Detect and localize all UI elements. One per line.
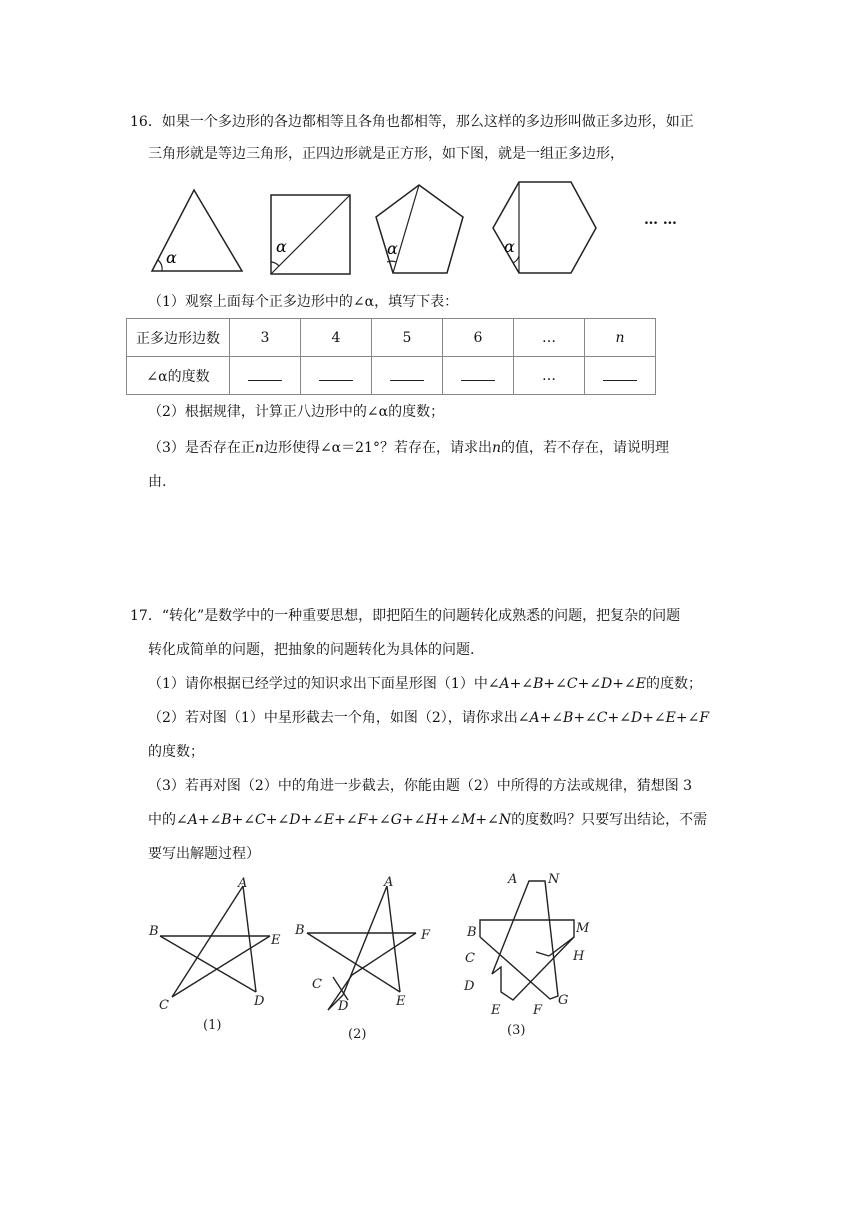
q17-part3-line3: 要写出解题过程） xyxy=(148,846,260,862)
star-figure-1 xyxy=(140,872,290,1042)
vertex-label-d: D xyxy=(464,979,475,994)
q16-part1: （1）观察上面每个正多边形中的∠α，填写下表： xyxy=(148,294,459,310)
text-span: （2）若对图（1）中星形截去一个角，如图（2），请你求出 xyxy=(148,710,518,726)
text-span: （1）请你根据已经学过的知识求出下面星形图（1）中 xyxy=(148,676,488,692)
q16-line2: 三角形就是等边三角形，正四边形就是正方形，如下图，就是一组正多边形， xyxy=(148,146,624,162)
angle-expression: ∠A+∠B+∠C+∠D+∠E+∠F+∠G+∠H+∠M+∠N xyxy=(176,812,512,828)
vertex-label-g: G xyxy=(558,993,569,1008)
table-cell: … xyxy=(514,357,585,395)
q16-part3-cont: 由. xyxy=(148,474,167,490)
q16-part3 xyxy=(148,438,669,458)
vertex-label-h: H xyxy=(573,949,585,964)
q16-part2: （2）根据规律，计算正八边形中的∠α的度数； xyxy=(148,404,445,420)
q17-part1 xyxy=(148,674,702,694)
q17-part3-line2 xyxy=(148,810,707,830)
figure-caption-1: (1) xyxy=(203,1018,222,1033)
figure-caption-2: (2) xyxy=(348,1027,367,1042)
vertex-label-b: B xyxy=(467,925,477,940)
angle-expression: ∠A+∠B+∠C+∠D+∠E xyxy=(487,676,646,692)
table-cell: 3 xyxy=(230,319,301,357)
star-figure-3 xyxy=(460,868,610,1044)
vertex-label-c: C xyxy=(312,977,322,992)
square-figure xyxy=(268,192,354,278)
answer-blank[interactable] xyxy=(443,357,514,395)
table-row xyxy=(127,319,656,357)
alpha-label: α xyxy=(387,239,398,258)
angle-table xyxy=(126,318,656,395)
vertex-label-m: M xyxy=(576,921,590,936)
answer-blank[interactable] xyxy=(585,357,656,395)
text-span: （3）是否存在正 xyxy=(148,440,255,456)
vertex-label-d: D xyxy=(254,994,265,1009)
vertex-label-e: E xyxy=(271,933,281,948)
q16-line1: 16．如果一个多边形的各边都相等且各角也都相等，那么这样的多边形叫做正多边形，如正 xyxy=(130,114,694,130)
text-span: 中的 xyxy=(148,812,176,828)
alpha-label: α xyxy=(276,237,287,256)
vertex-label-d: D xyxy=(338,999,349,1014)
table-row xyxy=(127,357,656,395)
table-cell: 4 xyxy=(301,319,372,357)
vertex-label-c: C xyxy=(159,998,169,1013)
figure-caption-3: (3) xyxy=(507,1023,526,1038)
text-span: 的度数； xyxy=(645,676,702,692)
table-header-sides: 正多边形边数 xyxy=(127,319,230,357)
variable-n: n xyxy=(491,440,501,456)
q17-part3: （3）若再对图（2）中的角进一步截去，你能由题（2）中所得的方法或规律，猜想图 3 xyxy=(148,778,693,794)
pentagon-figure xyxy=(372,182,468,278)
table-header-angle: ∠α的度数 xyxy=(127,357,230,395)
vertex-label-f: F xyxy=(421,928,431,943)
variable-n: n xyxy=(254,440,264,456)
answer-blank[interactable] xyxy=(301,357,372,395)
q17-part2-cont: 的度数； xyxy=(148,744,204,760)
star-figure-2 xyxy=(290,872,440,1044)
vertex-label-a: A xyxy=(384,875,394,890)
alpha-label: α xyxy=(166,248,177,267)
hexagon-figure xyxy=(489,180,601,276)
answer-blank[interactable] xyxy=(230,357,301,395)
q17-part2 xyxy=(148,708,709,728)
vertex-label-n: N xyxy=(548,872,560,887)
vertex-label-f: F xyxy=(533,1003,543,1018)
vertex-label-b: B xyxy=(295,923,305,938)
vertex-label-c: C xyxy=(465,951,475,966)
table-cell: 5 xyxy=(372,319,443,357)
table-cell: n xyxy=(585,319,656,357)
vertex-label-a: A xyxy=(238,876,248,891)
table-cell: … xyxy=(514,319,585,357)
triangle-figure xyxy=(148,186,248,276)
vertex-label-a: A xyxy=(508,872,518,887)
vertex-label-e: E xyxy=(491,1003,501,1018)
vertex-label-b: B xyxy=(149,924,159,939)
table-cell: 6 xyxy=(443,319,514,357)
text-span: 的值，若不存在，请说明理 xyxy=(500,440,669,456)
ellipsis: … … xyxy=(644,212,677,228)
vertex-label-e: E xyxy=(396,994,406,1009)
answer-blank[interactable] xyxy=(372,357,443,395)
text-span: 的度数吗？只要写出结论，不需 xyxy=(511,812,708,828)
angle-expression: ∠A+∠B+∠C+∠D+∠E+∠F xyxy=(517,710,710,726)
alpha-label: α xyxy=(504,237,515,256)
q17-line1: 17．“转化”是数学中的一种重要思想，即把陌生的问题转化成熟悉的问题，把复杂的问题 xyxy=(130,608,681,624)
q17-line2: 转化成简单的问题，把抽象的问题转化为具体的问题. xyxy=(148,642,475,658)
text-span: 边形使得∠α＝21°？若存在，请求出 xyxy=(263,440,492,456)
